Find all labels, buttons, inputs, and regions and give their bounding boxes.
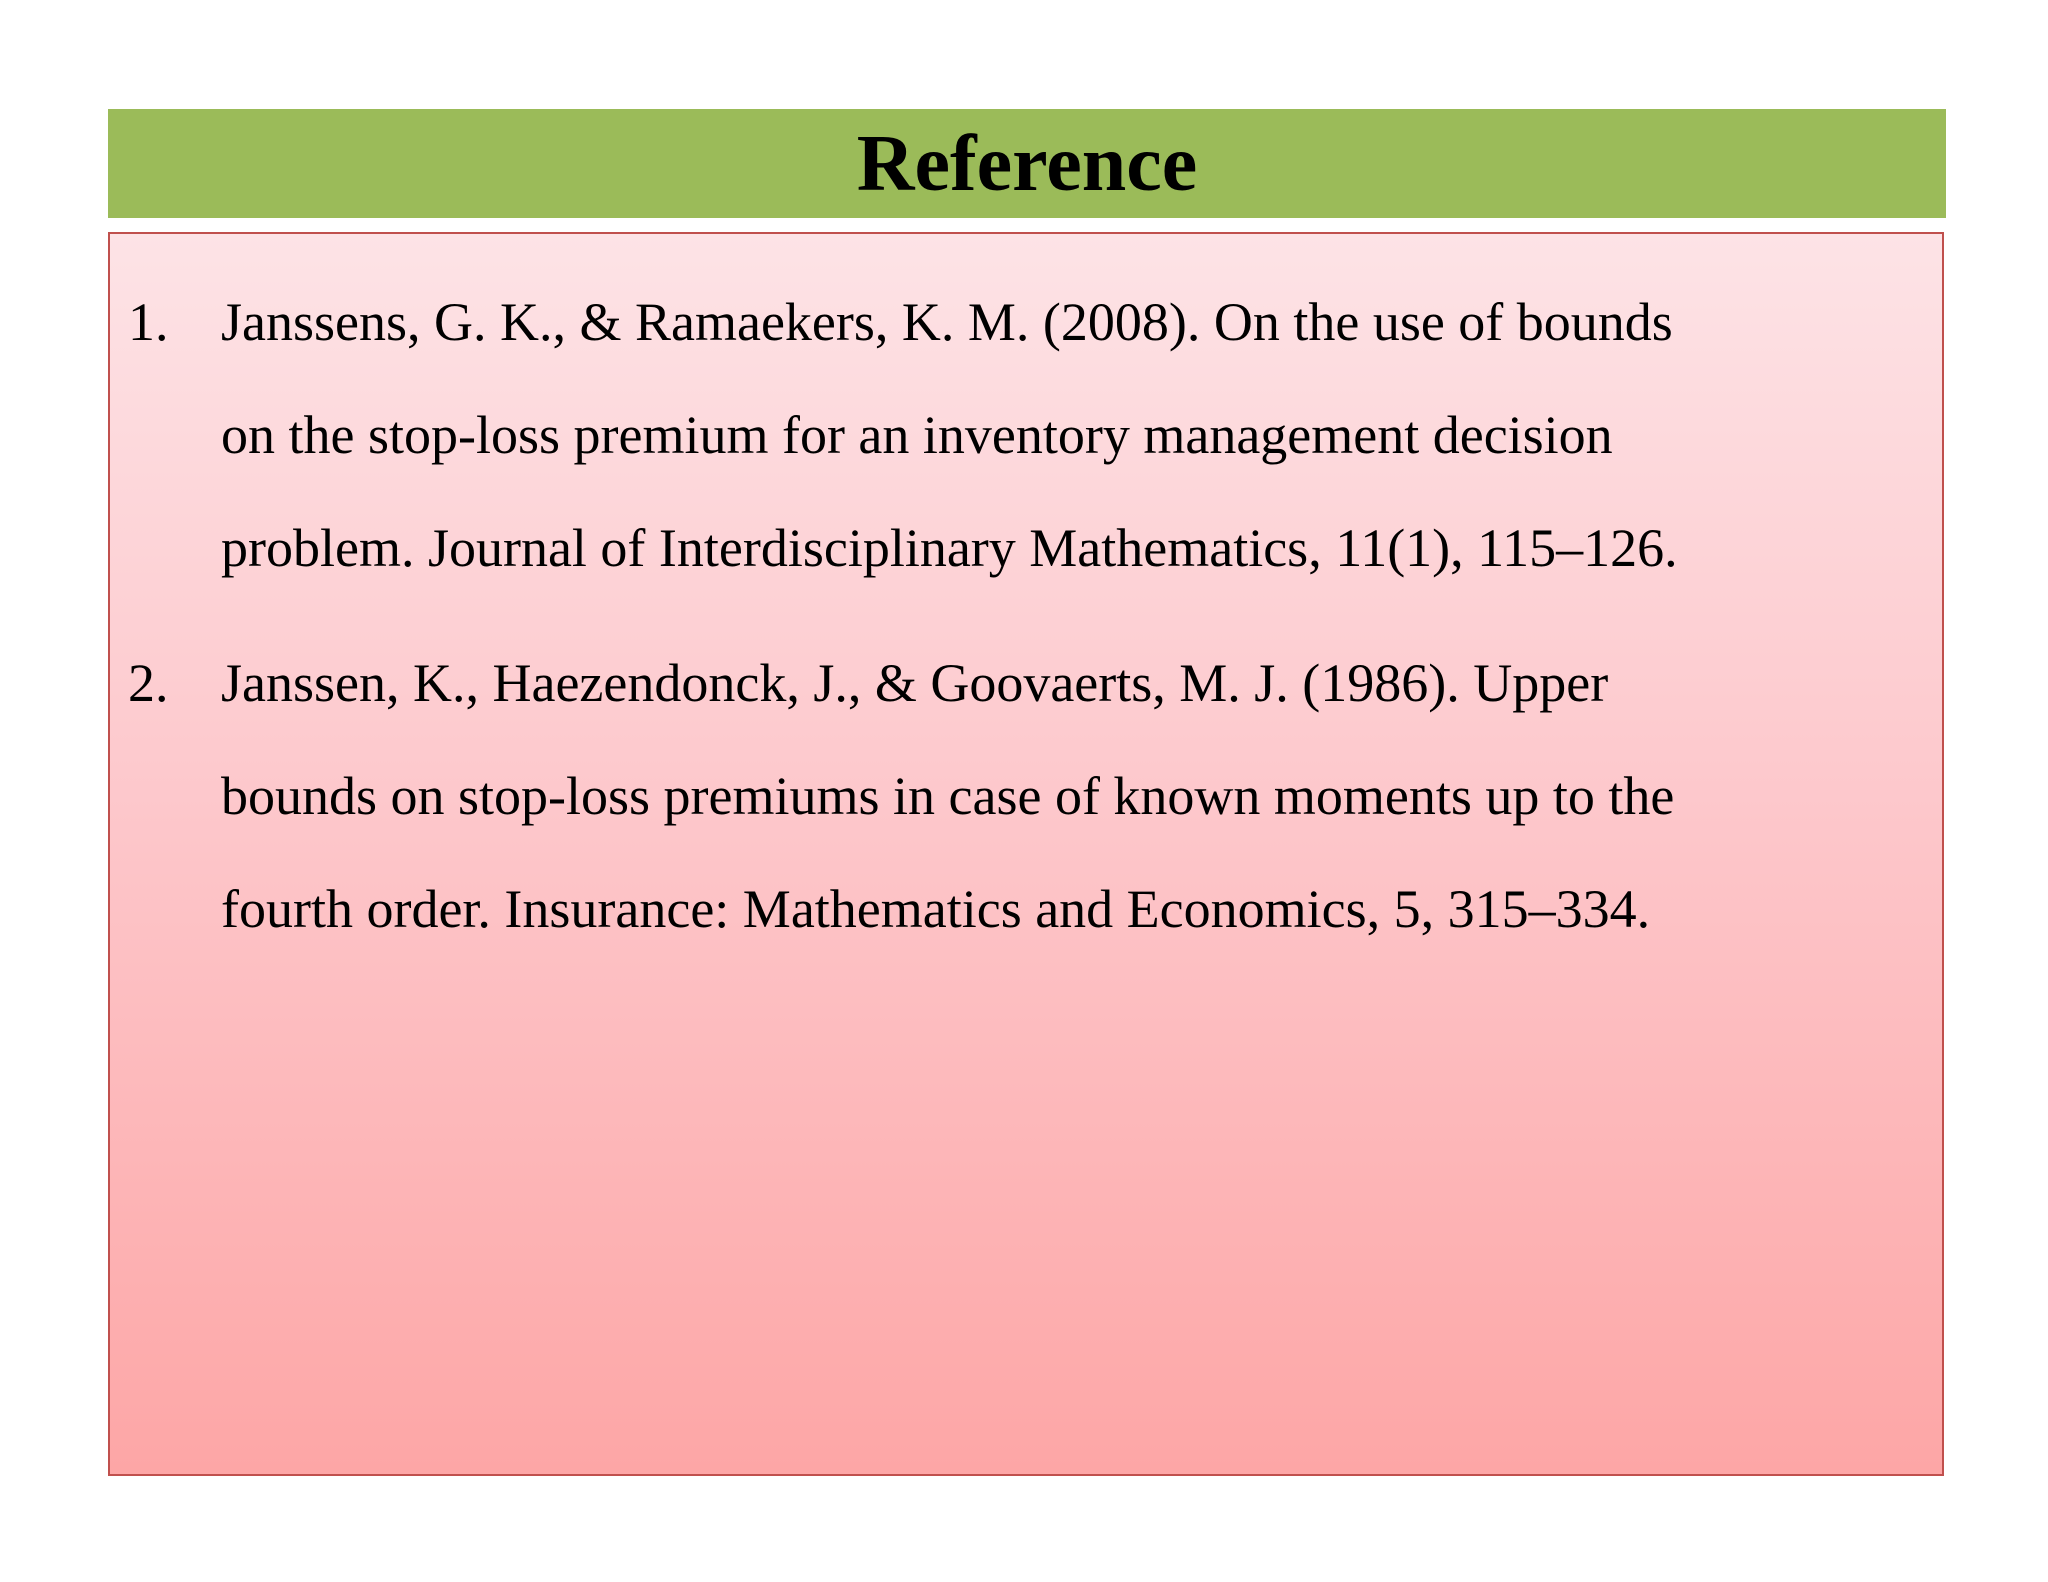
reference-line: on the stop-loss premium for an inventory management decision [221, 405, 1613, 465]
reference-text [221, 266, 1928, 605]
reference-item [128, 627, 1928, 966]
page-title: Reference [856, 119, 1198, 208]
reference-number: 2. [128, 653, 169, 713]
reference-number: 1. [128, 292, 169, 352]
reference-line: fourth order. Insurance: Mathematics and Economics, 5, 315–334. [221, 879, 1651, 939]
reference-item [128, 266, 1928, 605]
reference-list [128, 266, 1928, 988]
reference-line: problem. Journal of Interdisciplinary Mathematics, 11(1), 115–126. [221, 518, 1678, 578]
references-panel [108, 232, 1944, 1476]
title-bar [108, 109, 1946, 218]
reference-line: Janssen, K., Haezendonck, J., & Goovaerts, M. J. (1986). Upper [221, 653, 1609, 713]
reference-line: bounds on stop-loss premiums in case of known moments up to the [221, 766, 1675, 826]
reference-text [221, 627, 1928, 966]
reference-line: Janssens, G. K., & Ramaekers, K. M. (2008). On the use of bounds [221, 292, 1673, 352]
